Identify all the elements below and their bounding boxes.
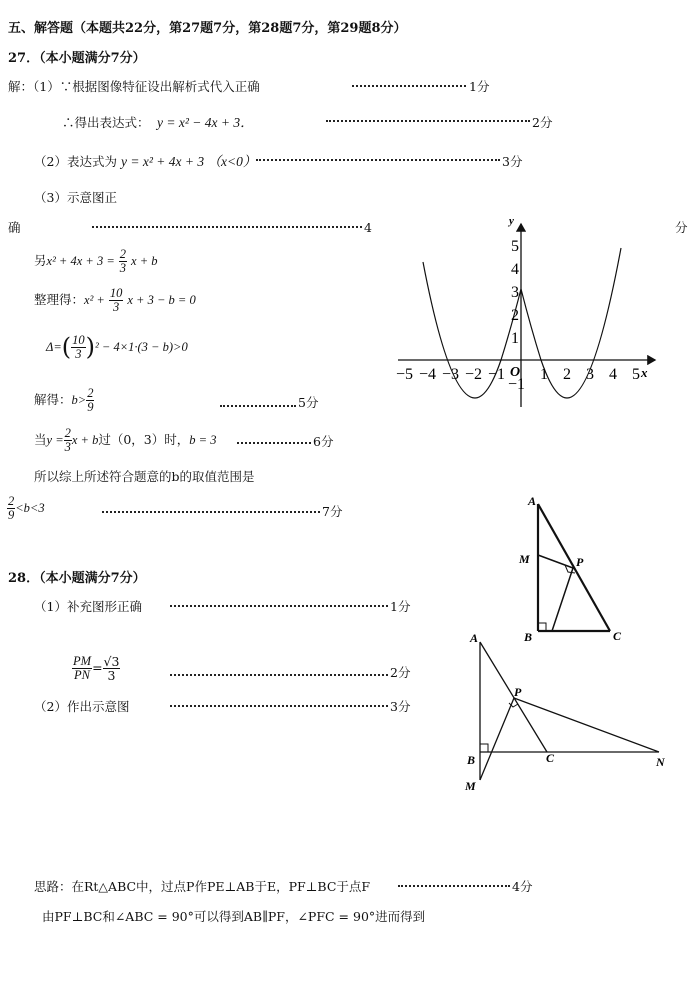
l8-prefix: 解得： (34, 392, 72, 408)
l7-den: 3 (75, 346, 82, 361)
l9-eq: b = 3 (189, 433, 217, 448)
l11-num: 2 (8, 494, 15, 508)
label-N: N (656, 755, 665, 769)
l9-text: 过（0，3）时， (98, 432, 190, 448)
l7-num: 10 (72, 332, 85, 347)
label-P: P (576, 555, 584, 569)
q27-line3-formula: y = x² + 4x + 3 （x<0） (121, 154, 257, 169)
l9-den: 3 (64, 440, 71, 455)
q28-line5: 由PF⊥BC和∠ABC = 90°可以得到AB∥PF，∠PFC = 90°进而得到 (42, 909, 426, 924)
y-tick-label: 5 (511, 238, 519, 255)
l2-rnum: √3 (103, 654, 120, 669)
l9-right: x + b (71, 433, 99, 448)
l5-left: x² + 4x + 3 = (46, 254, 115, 269)
l9-num: 2 (64, 426, 71, 440)
q27-line2-formula: y = x² − 4x + 3． (157, 115, 254, 130)
label-B: B (467, 753, 476, 767)
seg-PB (552, 568, 573, 631)
q27-line4a: （3）示意图正 (34, 190, 117, 205)
dot-leader (170, 605, 388, 607)
q28-line4-score: 4分 (512, 879, 533, 894)
origin-label: O (510, 365, 521, 380)
figure-triangle-1 (515, 492, 630, 647)
l2-eq: = (92, 660, 103, 676)
y-tick-label: 2 (511, 307, 519, 324)
l2-num: PM (73, 654, 92, 668)
l5-prefix: 另 (34, 253, 47, 269)
q28-line1-score: 1分 (390, 599, 411, 614)
l8-left: b> (71, 393, 87, 408)
l5-right: x + b (131, 254, 158, 269)
q28-line2-score: 2分 (390, 665, 411, 680)
label-C: C (546, 751, 555, 765)
y-tick-label: 3 (511, 284, 519, 301)
curve-right (521, 248, 621, 398)
y-tick-label: 1 (511, 330, 519, 347)
l6-frac (109, 287, 124, 314)
q27-line2-text: ∴得出表达式： (62, 115, 150, 130)
q27-header: 27．（本小题满分7分） (8, 51, 146, 66)
x-axis-label: x (641, 365, 648, 380)
q27-line11-score: 7分 (322, 504, 343, 519)
l5-num: 2 (119, 247, 127, 261)
seg-AC (538, 504, 610, 631)
dot-leader (170, 705, 388, 707)
q27-line1-text: 解：（1）∵根据图像特征设出解析式代入正确 (8, 79, 260, 94)
q27-line2-score: 2分 (532, 115, 553, 130)
l5-den: 3 (119, 261, 127, 276)
l5-frac (119, 248, 127, 275)
label-M: M (519, 552, 530, 566)
dot-leader (237, 442, 311, 444)
label-B: B (524, 630, 533, 644)
label-A: A (470, 631, 479, 645)
x-tick-label: −3 (442, 366, 460, 383)
l2-frac (72, 655, 92, 682)
l6-prefix: 整理得： (34, 292, 85, 308)
l11-frac (7, 495, 15, 522)
dot-leader (256, 159, 500, 161)
dot-leader (398, 885, 510, 887)
q27-line9 (34, 427, 216, 454)
x-tick-label: 4 (609, 366, 617, 383)
q27-line1-score: 1分 (469, 79, 490, 94)
label-A: A (528, 494, 537, 508)
l8-frac (86, 387, 94, 414)
x-tick-label: −5 (396, 366, 414, 383)
l9-frac (64, 427, 72, 454)
q27-line4-score: 4 (364, 220, 372, 235)
l8-num: 2 (87, 386, 94, 400)
seg-PM (480, 698, 514, 780)
l7-left: Δ= (46, 339, 62, 354)
q27-line3-score: 3分 (502, 154, 523, 169)
dot-leader (352, 85, 466, 87)
dot-leader (92, 226, 362, 228)
label-C: C (613, 629, 622, 643)
l6-num: 10 (109, 286, 123, 300)
q28-header: 28．（本小题满分7分） (8, 571, 146, 586)
q27-line6 (34, 287, 196, 314)
q28-line3: （2）作出示意图 (34, 699, 130, 714)
seg-PN (514, 698, 659, 752)
section-title: 五、解答题（本题共22分，第27题7分，第28题7分，第29题8分） (8, 21, 407, 36)
y-axis-label: y (509, 215, 514, 227)
l6-right: x + 3 − b = 0 (127, 293, 196, 308)
dot-leader (170, 674, 388, 676)
q27-line4b: 确 (8, 220, 21, 235)
l7-frac (71, 334, 86, 361)
q27-line7: Δ=( $\frac{10}{3}$ )² − 4×1·(3 − b)>0 (46, 332, 188, 361)
l11-right: <b<3 (15, 501, 45, 516)
q27-line8-score: 5分 (298, 395, 319, 410)
q28-line1: （1）补充图形正确 (34, 599, 142, 614)
l9-left: y = (46, 433, 64, 448)
y-tick-label: 4 (511, 261, 519, 278)
x-tick-label: 1 (540, 366, 548, 383)
l8-den: 9 (87, 400, 94, 415)
l6-left: x² + (84, 293, 105, 308)
l2-den: PN (74, 668, 91, 683)
l9-prefix: 当 (34, 432, 47, 448)
q27-line11 (7, 495, 45, 522)
right-angle-B (480, 744, 488, 752)
figure-triangle-2 (462, 628, 677, 798)
x-tick-label: −1 (488, 366, 506, 383)
x-tick-label: −2 (465, 366, 483, 383)
q28-line2 (72, 655, 120, 682)
x-tick-label: 5 (632, 366, 640, 383)
q28-line3-score: 3分 (390, 699, 411, 714)
label-M: M (465, 779, 476, 793)
x-tick-label: 2 (563, 366, 571, 383)
q27-line5 (34, 248, 158, 275)
q27-line9-score: 6分 (313, 434, 334, 449)
q27-line8 (34, 387, 94, 414)
q27-line4-fen: 分 (675, 220, 688, 235)
l2-rfrac (103, 655, 121, 682)
parabola-graph (393, 210, 668, 410)
dot-leader (326, 120, 530, 122)
label-P: P (514, 685, 522, 699)
dot-leader (102, 511, 320, 513)
l6-den: 3 (112, 300, 120, 315)
x-tick-label: −4 (419, 366, 437, 383)
y-tick-label: −1 (508, 376, 526, 393)
x-tick-label: 3 (586, 366, 594, 383)
l2-rden: 3 (107, 668, 116, 684)
dot-leader (220, 405, 296, 407)
q27-line10: 所以综上所述符合题意的b的取值范围是 (34, 469, 255, 484)
q27-line3-text: （2）表达式为 (34, 154, 117, 169)
l11-den: 9 (8, 508, 15, 523)
l7-right: ² − 4×1·(3 − b)>0 (95, 339, 188, 354)
q28-line4: 思路：在Rt△ABC中，过点P作PE⊥AB于E，PF⊥BC于点F (34, 879, 371, 894)
